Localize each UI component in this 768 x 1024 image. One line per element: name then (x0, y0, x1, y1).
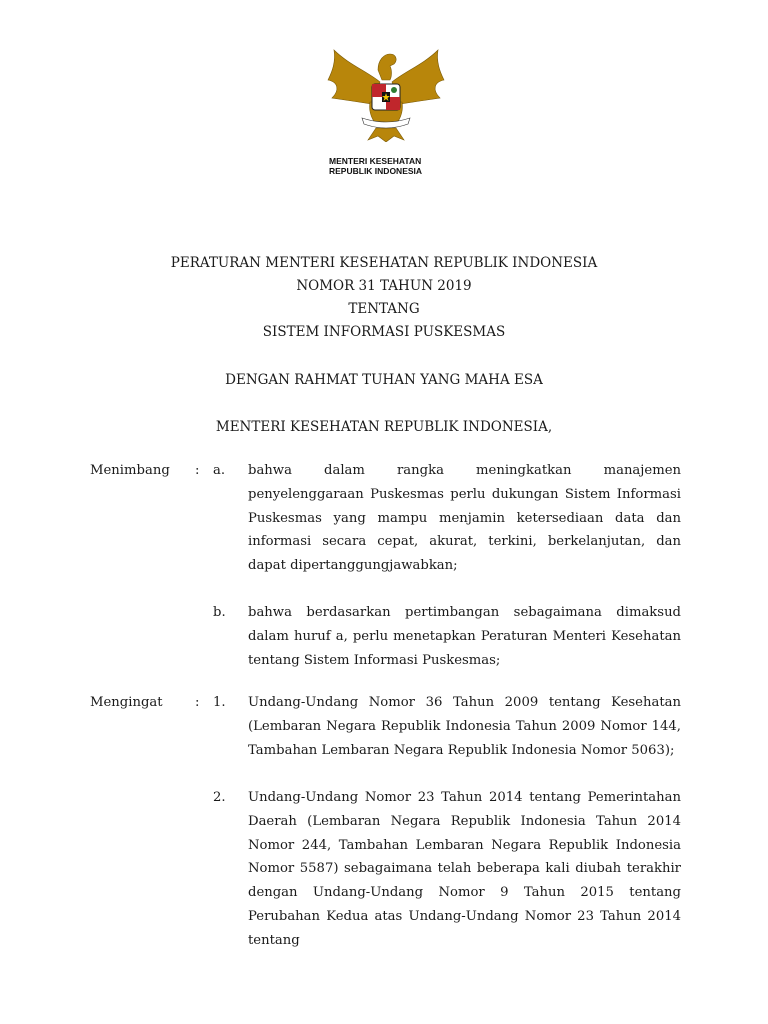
ministry-caption (329, 157, 422, 176)
garuda-emblem-icon (318, 42, 454, 142)
item-text: bahwa dalam rangka meningkatkan manajemen penyelenggaraan Puskesmas perlu dukungan Sistem Informasi Puskesmas yang mampu menjamin ketersediaan data dan informasi secara cepat, akurat, terkini, berkelanjutan, dan dapat dipertanggungjawabkan; (248, 463, 681, 574)
title-line-3: TENTANG (348, 301, 420, 317)
preamble-menteri: MENTERI KESEHATAN REPUBLIK INDONESIA, (215, 419, 553, 435)
section-colon: : (195, 695, 200, 710)
item-text: Undang-Undang Nomor 36 Tahun 2009 tentang Kesehatan (Lembaran Negara Republik Indonesia Tahun 2009 Nomor 144, Tambahan Lembaran Negara Republik Indonesia Nomor 5063); (248, 695, 681, 758)
section-colon: : (195, 463, 200, 478)
item-text: Undang-Undang Nomor 23 Tahun 2014 tentang Pemerintahan Daerah (Lembaran Negara Republik Indonesia Tahun 2014 Nomor 244, Tambahan Lembaran Negara Republik Indonesia Nomor 5587) sebagaimana telah beberapa kali diubah terakhir dengan Undang-Undang Nomor 9 Tahun 2015 tentang Perubahan Kedua atas Undang-Undang Nomor 23 Tahun 2014 tentang (248, 790, 681, 948)
item-marker: 1. (213, 695, 226, 710)
item-text: bahwa berdasarkan pertimbangan sebagaimana dimaksud dalam huruf a, perlu menetapkan Peraturan Menteri Kesehatan tentang Sistem Informasi Puskesmas; (248, 605, 681, 668)
regulation-title (0, 252, 768, 344)
title-line-4: SISTEM INFORMASI PUSKESMAS (262, 324, 506, 340)
item-marker: a. (213, 463, 226, 478)
title-line-2: NOMOR 31 TAHUN 2019 (296, 278, 472, 294)
section-label: Menimbang (90, 463, 170, 478)
ministry-caption-line1: MENTERI KESEHATAN (329, 156, 422, 166)
preamble-rahmat: DENGAN RAHMAT TUHAN YANG MAHA ESA (225, 372, 543, 388)
section-label: Mengingat (90, 695, 163, 710)
item-marker: b. (213, 605, 226, 620)
item-marker: 2. (213, 790, 226, 805)
title-line-1: PERATURAN MENTERI KESEHATAN REPUBLIK INDONESIA (170, 255, 598, 271)
ministry-caption-line2: REPUBLIK INDONESIA (329, 165, 423, 176)
